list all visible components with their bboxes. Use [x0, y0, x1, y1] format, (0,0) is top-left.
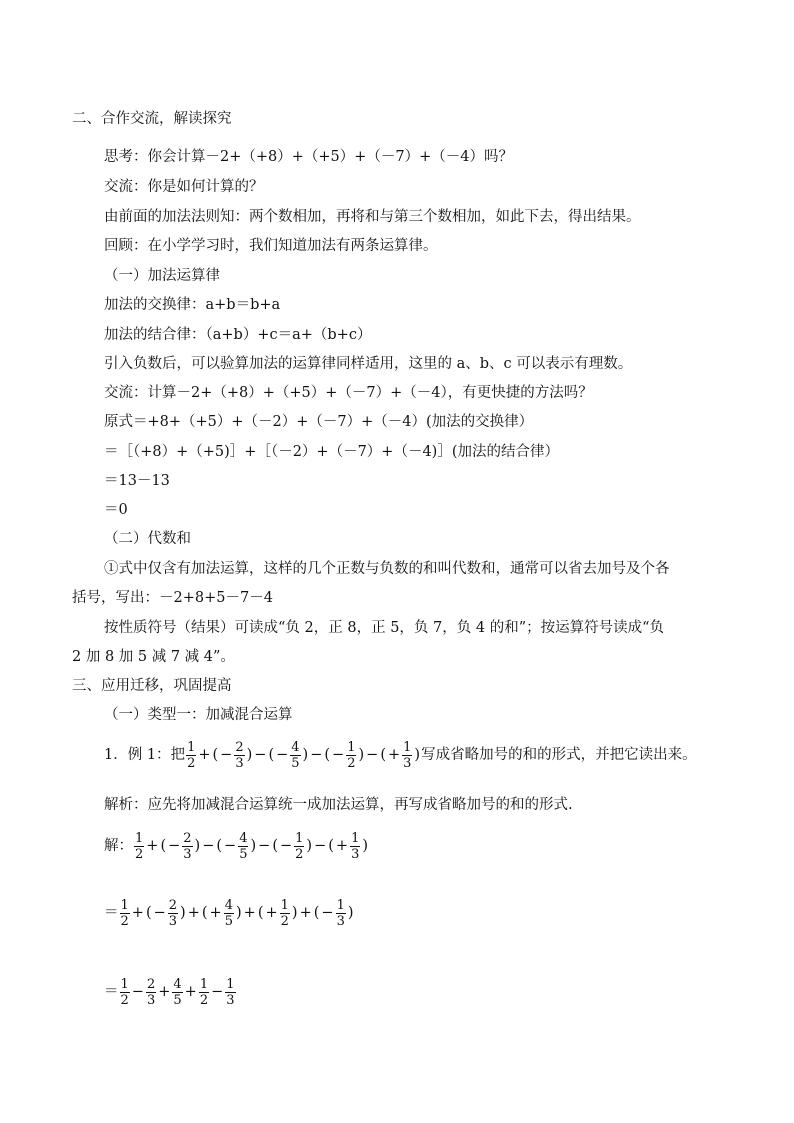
paragraph-line: 括号，写出：－2+8+5－7－4 [72, 590, 273, 606]
denominator: 3 [226, 992, 235, 1008]
paragraph-line: 2 加 8 加 5 减 7 减 4”。 [72, 649, 235, 665]
solution-step [104, 893, 355, 933]
solution-label: 解： [104, 838, 133, 854]
fraction [134, 831, 144, 862]
math-symbol: − [276, 747, 289, 763]
math-symbol: ( [313, 905, 320, 921]
analysis-text: 解析：应先将加减混合运算统一成加法运算，再写成省略加号的和的形式. [104, 797, 573, 813]
math-symbol: − [224, 838, 237, 854]
math-symbol: + [387, 747, 401, 763]
fraction [120, 898, 130, 929]
math-symbol: − [168, 838, 181, 854]
intro-text: 引入负数后，可以验算加法的运算律同样适用，这里的 a、b、c 可以表示有理数。 [104, 356, 633, 372]
math-symbol: + [209, 905, 222, 921]
expression-original [133, 831, 369, 862]
numerator: 1 [351, 830, 360, 846]
math-symbol: ( [160, 838, 167, 854]
equals-sign: ＝ [104, 984, 119, 1000]
math-symbol: ) [347, 905, 354, 921]
math-symbol: ) [180, 905, 186, 921]
calc-step: ＝［（+8）+（+5)］+［（－2）+（－7）+（－4)］(加法的结合律） [104, 444, 559, 460]
fraction [199, 977, 209, 1008]
math-symbol: + [146, 838, 159, 854]
fraction [225, 977, 235, 1008]
paragraph-line: ①式中仅含有加法运算，这样的几个正数与负数的和叫代数和，通常可以省去加号及个各 [104, 561, 670, 577]
fraction [234, 740, 244, 771]
denominator: 2 [187, 755, 196, 771]
method-text: 由前面的加法法则知：两个数相加，再将和与第三个数相加，如此下去，得出结果。 [104, 209, 641, 225]
fraction [346, 740, 356, 771]
expression-original [185, 740, 421, 771]
example-line [104, 735, 697, 775]
numerator: 4 [239, 830, 248, 846]
fraction [186, 740, 196, 771]
paragraph-line: 按性质符号（结果）可读成“负 2，正 8，正 5，负 7，负 4 的和”；按运算符号读成“负 [104, 620, 665, 636]
numerator: 1 [135, 830, 144, 846]
fraction [172, 977, 182, 1008]
math-symbol: + [335, 838, 349, 854]
think-question: 思考：你会计算－2+（+8）+（+5）+（－7）+（－4）吗？ [104, 149, 514, 165]
calc-step: ＝0 [104, 502, 128, 518]
exchange-question-2: 交流：计算－2+（+8）+（+5）+（－7）+（－4），有更快捷的方法吗？ [104, 385, 593, 401]
math-symbol: + [198, 747, 211, 763]
math-symbol: − [366, 747, 379, 763]
example-prefix: 1．例 1：把 [104, 747, 186, 763]
associative-law: 加法的结合律：（a+b）+c＝a+（b+c） [104, 327, 372, 343]
math-symbol: − [258, 838, 271, 854]
fraction [290, 740, 300, 771]
denominator: 5 [173, 992, 182, 1008]
numerator: 1 [336, 897, 345, 913]
math-symbol: ( [268, 747, 275, 763]
math-symbol: − [131, 984, 144, 1000]
numerator: 1 [280, 897, 289, 913]
math-symbol: ) [194, 838, 201, 854]
calc-step: 原式＝+8+（+5）+（－2）+（－7）+（－4）(加法的交换律） [104, 414, 534, 430]
denominator: 3 [168, 913, 178, 929]
math-symbol: − [321, 905, 334, 921]
denominator: 5 [291, 755, 300, 771]
math-symbol: ( [212, 747, 219, 763]
denominator: 3 [183, 846, 192, 862]
fraction [402, 740, 412, 771]
math-symbol: + [184, 984, 197, 1000]
math-symbol: ) [235, 905, 242, 921]
expression-converted [119, 898, 355, 929]
math-symbol: ( [216, 838, 223, 854]
fraction [224, 898, 234, 929]
math-symbol: − [279, 838, 293, 854]
denominator: 5 [239, 846, 248, 862]
section-heading: 三、应用迁移，巩固提高 [72, 678, 232, 694]
numerator: 4 [291, 739, 300, 755]
math-symbol: − [220, 747, 233, 763]
math-symbol: ) [291, 905, 298, 921]
denominator: 2 [347, 755, 356, 771]
math-symbol: − [314, 838, 327, 854]
math-symbol: ) [362, 838, 369, 854]
fraction [182, 831, 192, 862]
numerator: 1 [347, 739, 356, 755]
fraction [294, 831, 304, 862]
numerator: 1 [226, 976, 235, 992]
math-symbol: + [131, 905, 144, 921]
math-symbol: − [202, 838, 215, 854]
equals-sign: ＝ [104, 905, 119, 921]
math-symbol: − [254, 747, 267, 763]
numerator: 1 [120, 976, 129, 992]
math-symbol: + [243, 905, 256, 921]
numerator: 1 [295, 830, 304, 846]
math-symbol: − [211, 984, 224, 1000]
math-symbol: + [158, 984, 171, 1000]
math-symbol: ( [324, 747, 331, 763]
subsection-title: （二）代数和 [104, 531, 191, 547]
math-symbol: ( [257, 905, 264, 921]
math-symbol: ( [272, 838, 278, 854]
math-symbol: ( [328, 838, 334, 854]
math-symbol: ) [306, 838, 313, 854]
subsection-title: （一）加法运算律 [104, 268, 220, 284]
solution-line [104, 826, 369, 866]
numerator: 1 [199, 976, 209, 992]
denominator: 2 [120, 913, 129, 929]
fraction [336, 898, 346, 929]
subsection-title: （一）类型一：加减混合运算 [104, 707, 293, 723]
fraction [238, 831, 248, 862]
numerator: 4 [224, 897, 233, 913]
math-symbol: ( [380, 747, 386, 763]
math-symbol: + [265, 905, 278, 921]
calc-step: ＝13－13 [104, 473, 170, 489]
numerator: 2 [168, 897, 178, 913]
numerator: 4 [173, 976, 182, 992]
fraction [280, 898, 290, 929]
denominator: 3 [403, 755, 412, 771]
fraction [120, 977, 130, 1008]
math-symbol: ( [145, 905, 152, 921]
math-symbol: ( [201, 905, 208, 921]
review-text: 回顾：在小学学习时，我们知道加法有两条运算律。 [104, 238, 438, 254]
math-symbol: − [310, 747, 323, 763]
numerator: 1 [187, 739, 196, 755]
fraction [350, 831, 360, 862]
denominator: 3 [351, 846, 360, 862]
denominator: 3 [336, 913, 345, 929]
solution-step [104, 972, 237, 1012]
fraction [168, 898, 178, 929]
fraction [146, 977, 156, 1008]
denominator: 3 [235, 755, 244, 771]
numerator: 2 [183, 830, 192, 846]
numerator: 1 [120, 897, 129, 913]
denominator: 3 [146, 992, 156, 1008]
math-symbol: ) [414, 747, 421, 763]
math-symbol: ) [358, 747, 365, 763]
section-heading: 二、合作交流，解读探究 [72, 111, 232, 127]
numerator: 2 [235, 739, 244, 755]
math-symbol: − [153, 905, 166, 921]
math-symbol: ) [246, 747, 253, 763]
denominator: 2 [199, 992, 209, 1008]
exchange-question: 交流：你是如何计算的？ [104, 179, 264, 195]
denominator: 5 [224, 913, 233, 929]
numerator: 2 [146, 976, 156, 992]
commutative-law: 加法的交换律：a+b＝b+a [104, 297, 281, 313]
denominator: 2 [280, 913, 289, 929]
expression-simplified [119, 977, 237, 1008]
math-symbol: + [187, 905, 200, 921]
denominator: 2 [295, 846, 304, 862]
numerator: 1 [403, 739, 412, 755]
math-symbol: − [332, 747, 345, 763]
denominator: 2 [135, 846, 144, 862]
example-suffix: 写成省略加号的和的形式，并把它读出来。 [421, 747, 697, 763]
denominator: 2 [120, 992, 129, 1008]
math-symbol: ) [302, 747, 309, 763]
math-symbol: ) [250, 838, 257, 854]
math-symbol: + [299, 905, 312, 921]
